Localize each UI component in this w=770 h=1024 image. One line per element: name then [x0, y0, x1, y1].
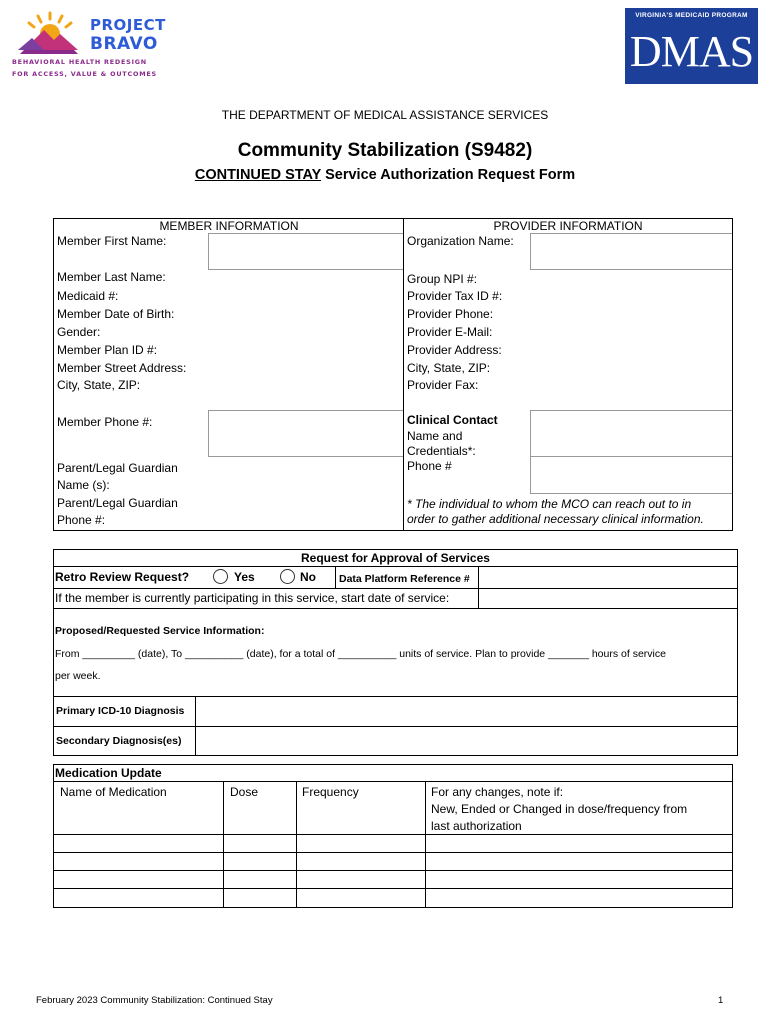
start-date-label: If the member is currently participating in this service, start date of service: — [55, 591, 450, 605]
retro-no-radio[interactable] — [280, 569, 295, 584]
member-phone-input[interactable] — [209, 411, 402, 455]
guardian-phone-label-2: Phone #: — [57, 513, 106, 527]
gender-label: Gender: — [57, 325, 101, 339]
subtitle-rest: Service Authorization Request Form — [321, 167, 576, 183]
continued-stay-text: CONTINUED STAY — [194, 167, 322, 183]
group-npi-input[interactable] — [531, 272, 731, 289]
member-dob-input[interactable] — [209, 307, 402, 324]
provider-tax-id-label: Provider Tax ID #: — [407, 289, 503, 303]
service-dates-line: From _________ (date), To __________ (date), for a total of __________ units of service. Plan to provide _______ hours of service — [55, 648, 666, 660]
clinical-contact-label: Clinical Contact — [407, 413, 498, 427]
dmas-logo — [625, 8, 758, 84]
medication-dose-header: Dose — [230, 785, 259, 799]
department-heading: THE DEPARTMENT OF MEDICAL ASSISTANCE SERVICES — [221, 108, 549, 122]
medicaid-label: Medicaid #: — [57, 289, 119, 303]
medication-update-heading: Medication Update — [55, 766, 162, 780]
member-street-label: Member Street Address: — [57, 361, 187, 375]
provider-tax-id-input[interactable] — [531, 289, 731, 306]
member-first-name-label: Member First Name: — [57, 234, 167, 248]
retro-no-label: No — [300, 570, 316, 584]
member-info-heading: MEMBER INFORMATION — [159, 219, 299, 233]
logo-tagline-2: FOR ACCESS, VALUE & OUTCOMES — [12, 70, 157, 78]
group-npi-label: Group NPI #: — [407, 272, 478, 286]
logo-bravo-text: BRAVO — [90, 34, 158, 54]
logo-tagline-1: BEHAVIORAL HEALTH REDESIGN — [12, 58, 147, 66]
organization-name-label: Organization Name: — [407, 234, 514, 248]
provider-city-label: City, State, ZIP: — [407, 361, 491, 375]
guardian-name-input[interactable] — [209, 458, 402, 493]
sunrise-mountain-icon — [10, 10, 90, 56]
clinical-name-and-label: Name and — [407, 429, 463, 443]
guardian-phone-input[interactable] — [209, 494, 402, 529]
provider-fax-label: Provider Fax: — [407, 378, 479, 392]
clinical-phone-label: Phone # — [407, 459, 452, 473]
gender-input[interactable] — [209, 325, 402, 342]
medication-row[interactable] — [54, 889, 732, 907]
retro-yes-radio[interactable] — [213, 569, 228, 584]
clinical-contact-input[interactable] — [531, 411, 731, 455]
clinical-contact-note-1: * The individual to whom the MCO can reach out to in — [407, 497, 692, 511]
provider-address-input[interactable] — [531, 343, 731, 360]
medication-frequency-header: Frequency — [302, 785, 359, 799]
provider-email-input[interactable] — [531, 325, 731, 342]
request-approval-heading: Request for Approval of Services — [301, 551, 490, 565]
medicaid-input[interactable] — [209, 289, 402, 306]
member-city-input[interactable] — [209, 378, 402, 408]
medication-changes-note-3: last authorization — [431, 819, 522, 833]
member-last-name-input[interactable] — [209, 270, 402, 287]
medication-row[interactable] — [54, 835, 732, 852]
start-date-input[interactable] — [480, 589, 736, 607]
provider-phone-label: Provider Phone: — [407, 307, 494, 321]
guardian-phone-label-1: Parent/Legal Guardian — [57, 496, 178, 510]
dmas-logo-tagline: VIRGINIA'S MEDICAID PROGRAM — [635, 12, 748, 19]
member-plan-id-input[interactable] — [209, 343, 402, 360]
secondary-diagnosis-input[interactable] — [197, 727, 736, 754]
guardian-name-label-1: Parent/Legal Guardian — [57, 461, 178, 475]
logo-project-text: PROJECT — [90, 16, 166, 34]
primary-diagnosis-input[interactable] — [197, 697, 736, 725]
proposed-service-heading: Proposed/Requested Service Information: — [55, 625, 265, 637]
provider-email-label: Provider E-Mail: — [407, 325, 493, 339]
medication-name-header: Name of Medication — [60, 785, 167, 799]
member-phone-label: Member Phone #: — [57, 415, 153, 429]
page-number: 1 — [718, 995, 724, 1006]
member-first-name-input[interactable] — [209, 234, 402, 269]
medication-row[interactable] — [54, 853, 732, 870]
provider-fax-input[interactable] — [531, 378, 731, 408]
member-dob-label: Member Date of Birth: — [57, 307, 175, 321]
data-platform-label: Data Platform Reference # — [339, 573, 470, 585]
form-subtitle — [0, 167, 770, 183]
member-last-name-label: Member Last Name: — [57, 270, 166, 284]
primary-diagnosis-label: Primary ICD-10 Diagnosis — [56, 705, 185, 717]
retro-yes-label: Yes — [234, 570, 255, 584]
member-city-label: City, State, ZIP: — [57, 378, 141, 392]
retro-review-label: Retro Review Request? — [55, 570, 190, 584]
member-plan-id-label: Member Plan ID #: — [57, 343, 158, 357]
organization-name-input[interactable] — [531, 234, 731, 269]
medication-changes-note-1: For any changes, note if: — [431, 785, 564, 799]
form-title: Community Stabilization (S9482) — [237, 140, 533, 161]
footer-text: February 2023 Community Stabilization: Continued Stay — [36, 995, 273, 1006]
member-street-input[interactable] — [209, 361, 402, 378]
provider-address-label: Provider Address: — [407, 343, 502, 357]
clinical-contact-note-2: order to gather additional necessary clinical information. — [407, 512, 704, 526]
secondary-diagnosis-label: Secondary Diagnosis(es) — [56, 735, 182, 747]
per-week-text: per week. — [55, 670, 101, 682]
provider-city-input[interactable] — [531, 361, 731, 378]
clinical-credentials-label: Credentials*: — [407, 444, 476, 458]
provider-info-heading: PROVIDER INFORMATION — [493, 219, 643, 233]
clinical-phone-input[interactable] — [531, 458, 731, 492]
medication-row[interactable] — [54, 871, 732, 888]
data-platform-input[interactable] — [480, 567, 736, 587]
medication-changes-note-2: New, Ended or Changed in dose/frequency from — [431, 802, 688, 816]
provider-phone-input[interactable] — [531, 307, 731, 324]
project-bravo-logo — [10, 10, 170, 85]
guardian-name-label-2: Name (s): — [57, 478, 110, 492]
dmas-logo-text: DMAS — [629, 27, 754, 76]
